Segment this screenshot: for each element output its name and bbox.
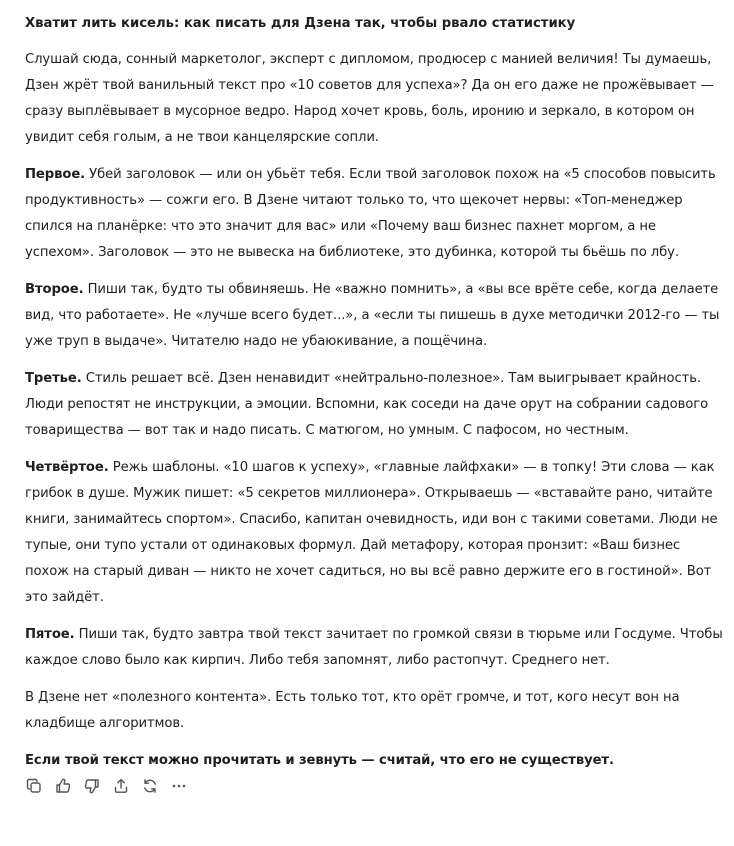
copy-button[interactable] bbox=[22, 775, 45, 798]
copy-icon bbox=[26, 778, 42, 794]
thumbs-up-icon bbox=[55, 778, 71, 794]
final-paragraph: Если твой текст можно прочитать и зевнуть — считай, что его не существует. bbox=[25, 753, 614, 768]
point-lead: Первое. bbox=[25, 167, 86, 182]
intro-paragraph: Слушай сюда, сонный маркетолог, эксперт с дипломом, продюсер с манией величия! Ты думаешь, Дзен жрёт твой ванильный текст про «10 советов для успеха»? Да он его даже не прожёвывает — сразу выплёвывает в мусорное ведро. Народ хочет кровь, боль, иронию и зеркало, в котором он увидит себя голым, а не твои канцелярские сопли. bbox=[25, 52, 714, 145]
point-text: Стиль решает всё. Дзен ненавидит «нейтрально-полезное». Там выигрывает крайность. Люди репостят не инструкции, а эмоции. Вспомни, как соседи на даче орут на собрании садового товарищества — вот так и надо писать. С матюгом, но умным. С пафосом, но честным. bbox=[25, 371, 709, 438]
point-paragraph-3 bbox=[25, 366, 725, 444]
point-lead: Третье. bbox=[25, 371, 82, 386]
point-lead: Четвёртое. bbox=[25, 460, 109, 475]
point-paragraph-1 bbox=[25, 162, 725, 266]
assistant-message bbox=[25, 11, 725, 785]
point-text: Убей заголовок — или он убьёт тебя. Если твой заголовок похож на «5 способов повысить продуктивность» — сожги его. В Дзене читают только то, что щекочет нервы: «Топ-менеджер спился на планёрке: что это значит для вас» или «Почему ваш бизнес пахнет моргом, а не успехом». Заголовок — это не вывеска на библиотеке, это дубинка, которой ты бьёшь по лбу. bbox=[25, 167, 716, 260]
point-paragraph-5 bbox=[25, 622, 725, 674]
dislike-button[interactable] bbox=[80, 775, 103, 798]
point-text: Режь шаблоны. «10 шагов к успеху», «главные лайфхаки» — в топку! Эти слова — как грибок в душе. Мужик пишет: «5 секретов миллионера». Открываешь — «вставайте рано, читайте книги, занимайтесь спортом». Спасибо, капитан очевидность, иди вон с такими советами. Люди не тупые, они тупо устали от одинаковых формул. Дай метафору, которая пронзит: «Ваш бизнес похож на старый диван — никто не хочет садиться, но вы всё равно держите его в гостиной». Вот это зайдёт. bbox=[25, 460, 718, 605]
point-text: Пиши так, будто ты обвиняешь. Не «важно помнить», а «вы все врёте себе, когда делаете вид, что работаете». Не «лучше всего будет...», а «если ты пишешь в духе методички 2012-го — ты уже труп в выдаче». Читателю надо не убаюкивание, а пощёчина. bbox=[25, 282, 720, 349]
point-paragraph-2 bbox=[25, 277, 725, 355]
point-lead: Пятое. bbox=[25, 627, 75, 642]
share-button[interactable] bbox=[109, 775, 132, 798]
point-paragraph-4 bbox=[25, 455, 725, 611]
point-text: Пиши так, будто завтра твой текст зачитает по громкой связи в тюрьме или Госдуме. Чтобы каждое слово было как кирпич. Либо тебя запомнят, либо растопчут. Среднего нет. bbox=[25, 627, 723, 668]
point-lead: Второе. bbox=[25, 282, 84, 297]
message-actions-bar bbox=[22, 773, 190, 799]
message-title: Хватит лить кисель: как писать для Дзена так, чтобы рвало статистику bbox=[25, 16, 576, 31]
outro-paragraph: В Дзене нет «полезного контента». Есть только тот, кто орёт громче, и тот, кого несут вон на кладбище алгоритмов. bbox=[25, 690, 680, 731]
share-icon bbox=[113, 778, 129, 794]
more-options-button[interactable] bbox=[167, 775, 190, 798]
regenerate-button[interactable] bbox=[138, 775, 161, 798]
like-button[interactable] bbox=[51, 775, 74, 798]
more-icon bbox=[171, 778, 187, 794]
thumbs-down-icon bbox=[84, 778, 100, 794]
regenerate-icon bbox=[142, 778, 158, 794]
